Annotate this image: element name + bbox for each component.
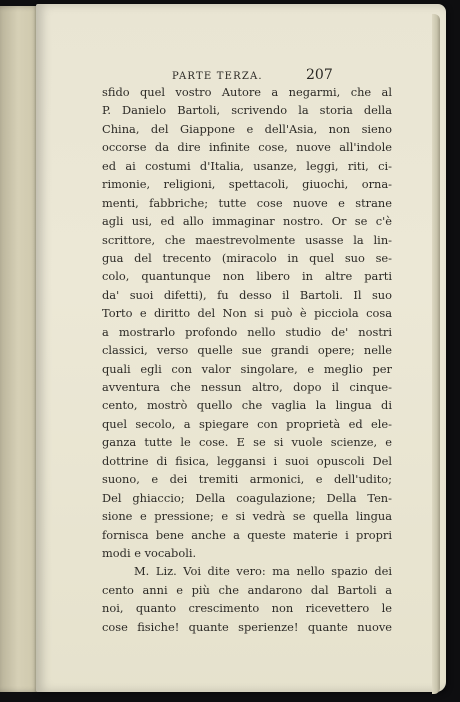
- text-line: quali egli con valor singolare, e meglio per: [102, 361, 392, 376]
- text-line: noi, quanto crescimento non ricevettero le: [102, 601, 392, 616]
- text-line: cento, mostrò quello che vaglia la lingua di: [102, 398, 392, 413]
- text-line: M. Liz. Voi dite vero: ma nello spazio dei: [134, 564, 392, 579]
- text-line: ed ai costumi d'Italia, usanze, leggi, riti, ci-: [102, 158, 392, 173]
- text-line: a mostrarlo profondo nello studio de' nostri: [102, 324, 392, 339]
- text-line: ganza tutte le cose. E se si vuole scienze, e: [102, 435, 392, 450]
- text-line: modi e vocaboli.: [102, 545, 197, 560]
- book-page: [36, 4, 446, 692]
- facing-page-edge: [0, 6, 41, 692]
- text-line: classici, verso quelle sue grandi opere; nelle: [102, 343, 392, 358]
- text-line: China, del Giappone e dell'Asia, non sieno: [102, 121, 392, 136]
- text-line: suono, e dei tremiti armonici, e dell'udito;: [102, 472, 392, 487]
- text-line: dottrine di fisica, leggansi i suoi opuscoli Del: [102, 453, 392, 468]
- text-line: colo, quantunque non libero in altre parti: [102, 269, 392, 284]
- text-line: occorse da dire infinite cose, nuove all'indole: [102, 140, 392, 155]
- text-line: cento anni e più che andarono dal Bartoli a: [102, 582, 392, 597]
- text-line: fornisca bene anche a queste materie i propri: [102, 527, 392, 542]
- text-line: scrittore, che maestrevolmente usasse la lin-: [102, 232, 392, 247]
- text-line: Torto e diritto del Non si può è picciola cosa: [102, 306, 392, 321]
- text-line: avventura che nessun altro, dopo il cinque-: [102, 380, 392, 394]
- text-line: sfido quel vostro Autore a negarmi, che al: [102, 85, 392, 99]
- text-line: da' suoi difetti), fu desso il Bartoli. Il suo: [102, 287, 392, 302]
- text-line: sione e pressione; e si vedrà se quella lingua: [102, 509, 392, 524]
- text-line: quel secolo, a spiegare con proprietà ed ele-: [102, 416, 392, 431]
- text-line: cose fisiche! quante sperienze! quante nuove: [102, 619, 392, 634]
- body-text: [102, 83, 392, 636]
- text-line: rimonie, religioni, spettacoli, giuochi, orna-: [102, 177, 392, 192]
- page-fore-edge: [432, 14, 440, 694]
- text-line: agli usi, ed allo immaginar nostro. Or se c'è: [102, 214, 392, 229]
- text-line: P. Danielo Bartoli, scrivendo la storia della: [102, 103, 392, 118]
- page-header: [36, 68, 446, 84]
- page-number: 207: [306, 67, 333, 83]
- text-line: menti, fabbriche; tutte cose nuove e strane: [102, 195, 392, 210]
- text-line: gua del trecento (miracolo in quel suo se-: [102, 250, 392, 265]
- text-line: Del ghiaccio; Della coagulazione; Della Ten-: [102, 490, 392, 505]
- running-head: PARTE TERZA.: [172, 71, 263, 82]
